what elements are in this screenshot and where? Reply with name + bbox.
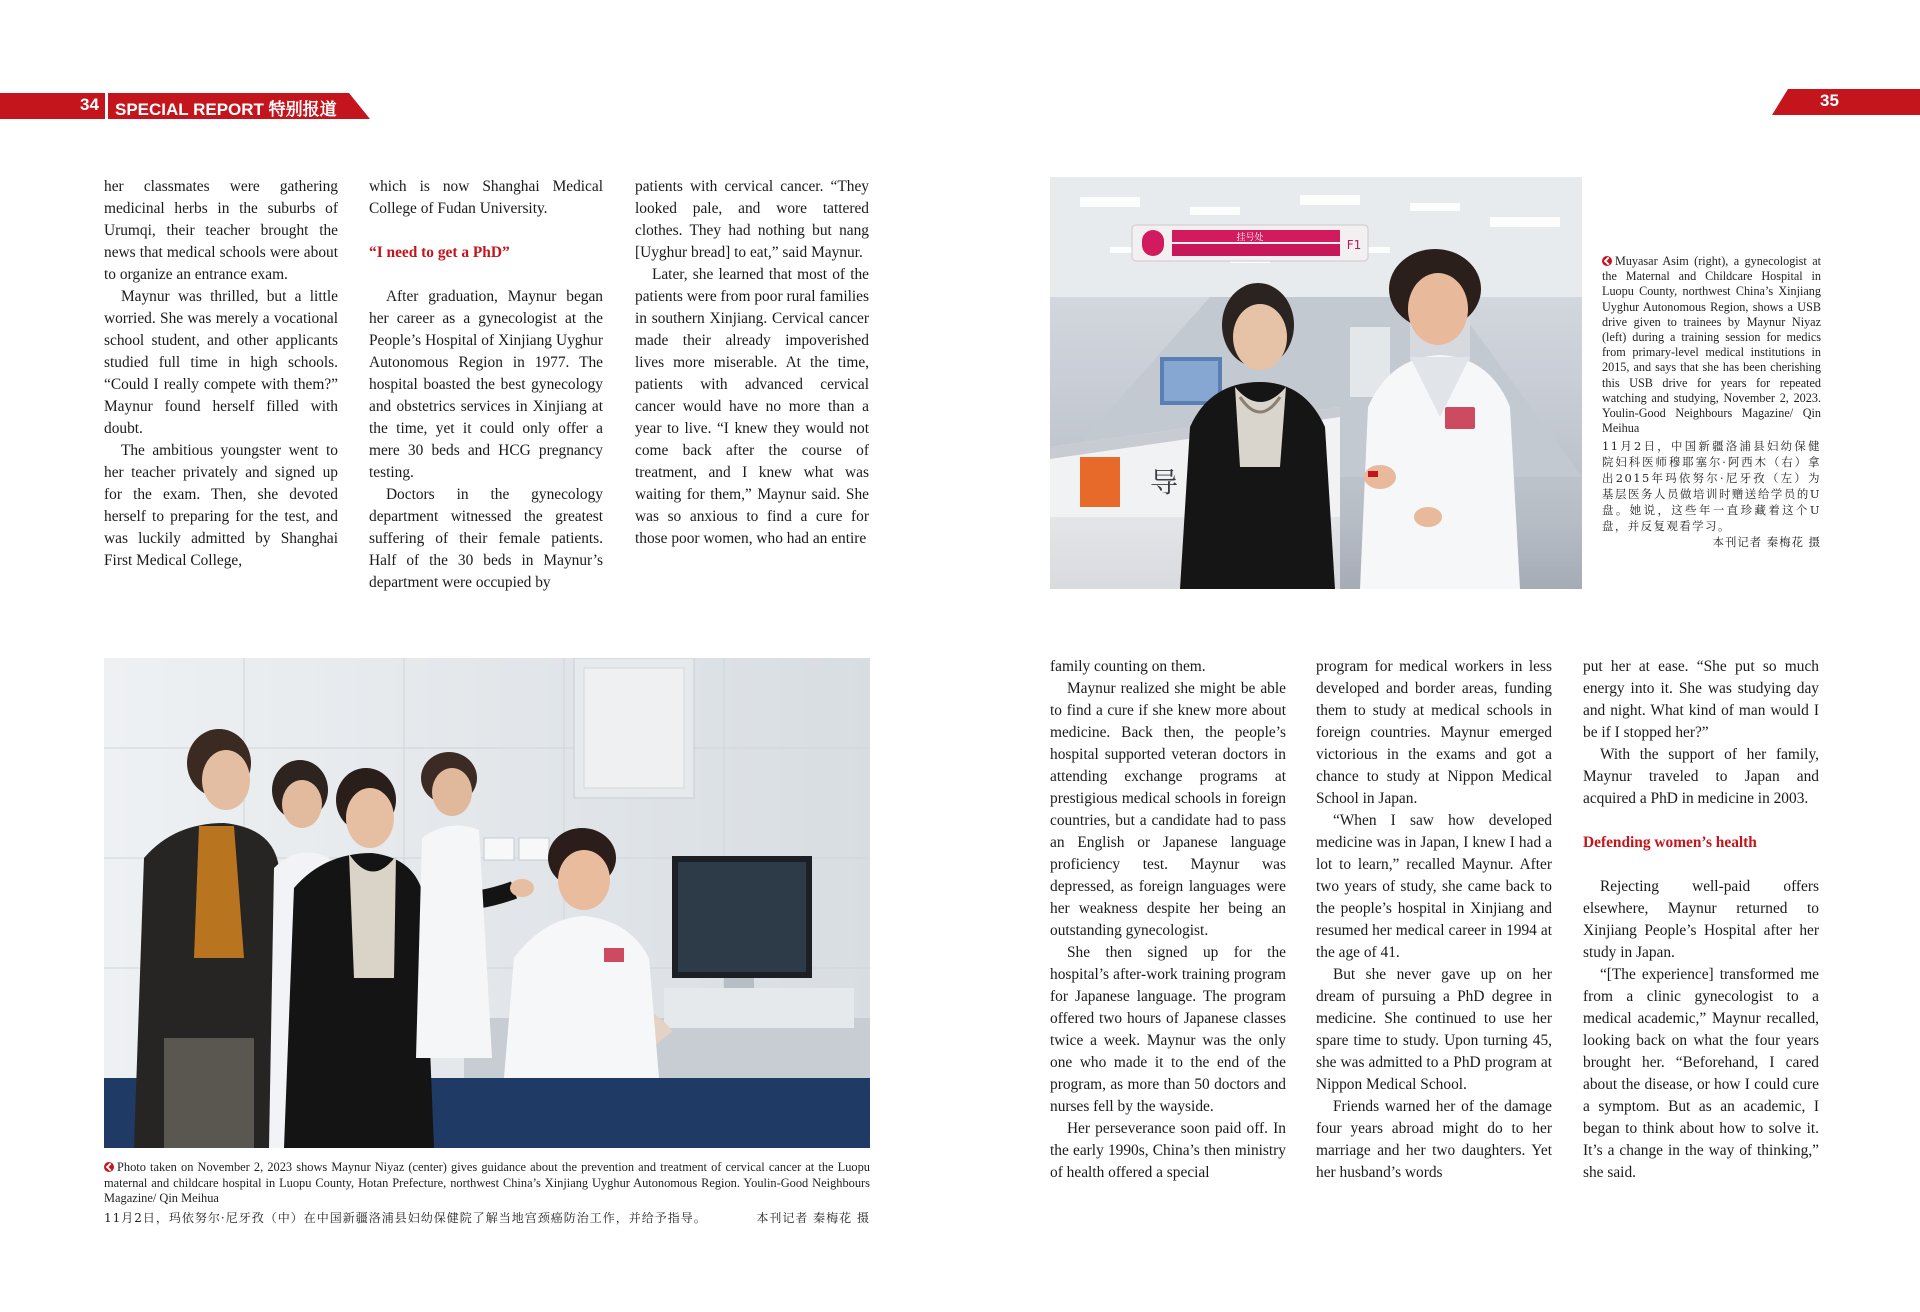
paragraph: “[The experience] transformed me from a clinic gynecologist to a medical academic,” Maynur recalled, looking back on what the four years brought her. “Beforehand, I cared about the disease, or how I could cure a symptom. But as an academic, I began to think about how to solve it. It’s a change in the way of thinking,” she said. — [1583, 966, 1819, 1181]
photo-bottom-caption — [104, 1160, 870, 1226]
paragraph: Later, she learned that most of the patients were from poor rural families in southern Xinjiang. Cervical cancer made their already impoverished lives more miserable. At the time, patients with advanced cervical cancer would have no more than a year to live. “I knew they would not come back after the course of treatment, and I knew what was waiting for them,” Maynur said. She was so anxious to find a cure for those poor women, who had an entire — [635, 266, 869, 547]
article-column-1 — [104, 176, 338, 572]
caption-english: Muyasar Asim (right), a gynecologist at the Maternal and Childcare Hospital in Luopu County, northwest China’s Xinjiang Uyghur Autonomous Region, shows a USB drive given to trainees by Maynur Niyaz (left) during a training session for medics from primary-level medical institutions in 2015, and says that she has been cherishing this USB drive for years for repeated watching and studying, November 2, 2023. Youlin-Good Neighbours Magazine/ Qin Meihua — [1602, 254, 1821, 436]
section-heading: “I need to get a PhD” — [369, 244, 510, 261]
right-page-number: 35 — [1820, 91, 1839, 110]
header-divider — [105, 93, 108, 119]
paragraph: But she never gave up on her dream of pursuing a PhD degree in medicine. She continued to use her spare time to study. Upon turning 45, she was admitted to a PhD program at Nippon Medical School. — [1316, 966, 1552, 1093]
paragraph: Friends warned her of the damage four years abroad might do to her marriage and her two daughters. Yet her husband’s words — [1316, 1098, 1552, 1181]
caption-chinese: 11月2日，玛依努尔·尼牙孜（中）在中国新疆洛浦县妇幼保健院了解当地宫颈癌防治工作，并给予指导。 — [104, 1210, 707, 1225]
article-column-6 — [1583, 656, 1819, 1184]
paragraph: Doctors in the gynecology department witnessed the greatest suffering of their female patients. Half of the 30 beds in Maynur’s department were occupied by — [369, 486, 603, 591]
photo-credit: 本刊记者 秦梅花 摄 — [1712, 535, 1821, 550]
paragraph: family counting on them. — [1050, 658, 1206, 675]
paragraph: which is now Shanghai Medical College of Fudan University. — [369, 178, 603, 217]
paragraph: The ambitious youngster went to her teacher privately and signed up for the exam. Then, she devoted herself to preparing for the test, and was luckily admitted by Shanghai First Medical College, — [104, 442, 338, 569]
sign-text: 挂号处 — [1236, 233, 1264, 243]
paragraph: put her at ease. “She put so much energy into it. She was studying day and night. What kind of man would I be if I stopped her?” — [1583, 658, 1819, 741]
article-column-3 — [635, 176, 869, 550]
right-header-bar — [1772, 89, 1920, 115]
photo-training-session — [104, 658, 870, 1148]
paragraph: She then signed up for the hospital’s after-work training program for Japanese language. The program offered two hours of Japanese classes twice a week. Maynur was the only one who made it to the end of the program, as more than 50 doctors and nurses fell by the wayside. — [1050, 944, 1286, 1115]
desk-sign: 导 — [1150, 466, 1179, 499]
paragraph: “When I saw how developed medicine was in Japan, I knew I had a lot to learn,” recalled Maynur. After two years of study, she came back to the people’s hospital in Xinjiang and resumed her medical career in 1994 at the age of 41. — [1316, 812, 1552, 961]
paragraph: program for medical workers in less developed and border areas, funding them to study at medical schools in foreign countries. Maynur emerged victorious in the exams and got a chance to study at Nippon Medical School in Japan. — [1316, 658, 1552, 807]
paragraph: Maynur was thrilled, but a little worried. She was merely a vocational school student, and other applicants studied full time in high schools. “Could I really compete with them?” Maynur found herself filled with doubt. — [104, 288, 338, 437]
article-column-2 — [369, 176, 603, 594]
photo-two-doctors — [1050, 177, 1582, 589]
section-heading: Defending women’s health — [1583, 834, 1757, 851]
paragraph: Rejecting well-paid offers elsewhere, Maynur returned to Xinjiang People’s Hospital after her study in Japan. — [1583, 878, 1819, 961]
paragraph: her classmates were gathering medicinal herbs in the suburbs of Urumqi, their teacher brought the news that medical schools were about to organize an entrance exam. — [104, 178, 338, 283]
camera-icon — [104, 1162, 114, 1172]
paragraph: With the support of her family, Maynur traveled to Japan and acquired a PhD in medicine in 2003. — [1583, 746, 1819, 807]
paragraph: Her perseverance soon paid off. In the early 1990s, China’s then ministry of health offered a special — [1050, 1120, 1286, 1181]
photo-credit: 本刊记者 秦梅花 摄 — [756, 1210, 870, 1225]
camera-icon — [1602, 256, 1612, 266]
caption-chinese: 11月2日，中国新疆洛浦县妇幼保健院妇科医师穆耶塞尔·阿西木（右）拿出2015年玛依努尔·尼牙孜（左）为基层医务人员做培训时赠送给学员的U盘。她说，这些年一直珍藏着这个U盘，并反复观看学习。 — [1602, 439, 1821, 534]
article-column-4 — [1050, 656, 1286, 1184]
paragraph: Maynur realized she might be able to find a cure if she knew more about medicine. Back then, the people’s hospital supported veteran doctors in attending exchange programs at prestigious medical schools in foreign countries, but a candidate had to pass an English or Japanese language proficiency test. Maynur was depressed, as foreign languages were her weakness despite her being an outstanding gynecologist. — [1050, 680, 1286, 939]
left-page-number: 34 — [80, 95, 99, 114]
article-column-5 — [1316, 656, 1552, 1184]
paragraph: After graduation, Maynur began her career as a gynecologist at the People’s Hospital of Xinjiang Uyghur Autonomous Region in 1977. The hospital boasted the best gynecology and obstetrics services in Xinjiang at the time, yet it could only offer a mere 30 beds and HCG pregnancy testing. — [369, 288, 603, 481]
caption-english: Photo taken on November 2, 2023 shows Maynur Niyaz (center) gives guidance about the prevention and treatment of cervical cancer at the Luopu maternal and childcare hospital in Luopu County, Hotan Prefecture, northwest China’s Xinjiang Uyghur Autonomous Region. Youlin-Good Neighbours Magazine/ Qin Meihua — [104, 1160, 870, 1206]
paragraph: patients with cervical cancer. “They looked pale, and wore tattered clothes. They had nothing but nang [Uyghur bread] to eat,” said Maynur. — [635, 178, 869, 261]
photo-top-caption — [1602, 254, 1821, 550]
section-title: SPECIAL REPORT 特别报道 — [115, 100, 337, 119]
floor-sign: F1 — [1346, 238, 1362, 252]
